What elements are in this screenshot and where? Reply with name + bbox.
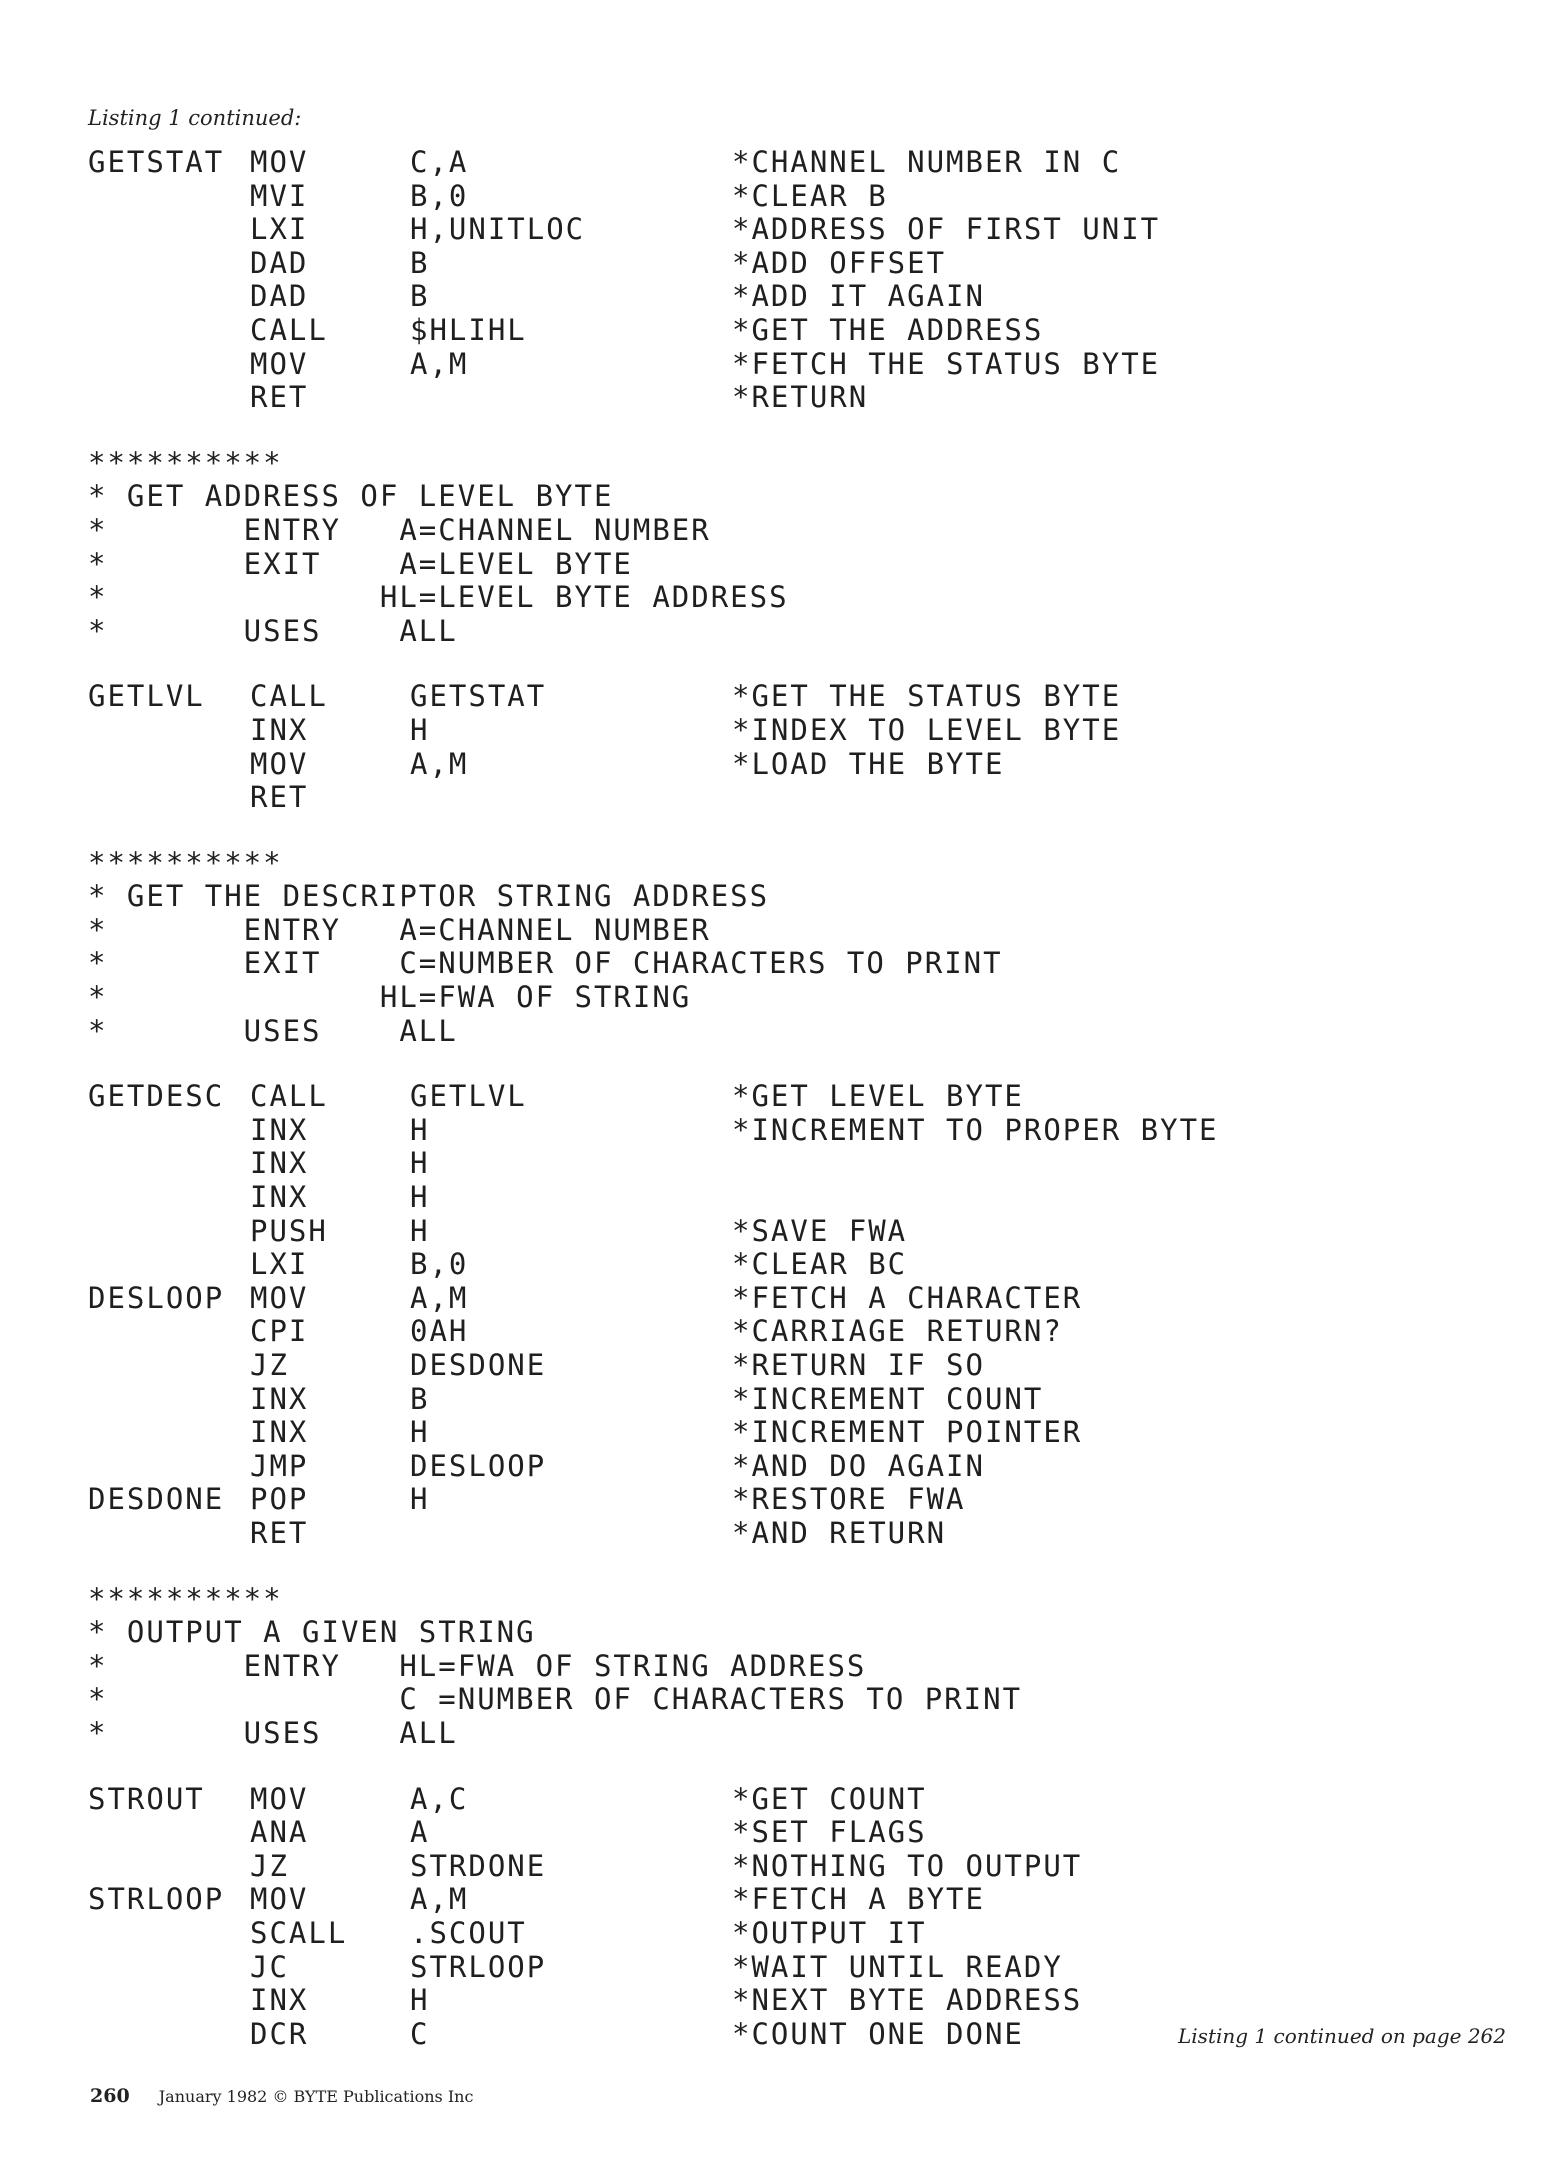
code-operand: 0AH — [410, 1314, 469, 1349]
code-comment: *GET THE ADDRESS — [732, 312, 1044, 347]
code-opcode: INX — [250, 1415, 309, 1450]
code-opcode: MOV — [250, 1882, 309, 1917]
code-operand: H — [410, 1482, 430, 1517]
code-label — [88, 781, 250, 815]
code-opcode: RET — [250, 380, 309, 415]
code-block — [88, 680, 1219, 814]
code-line — [88, 348, 1219, 382]
code-opcode: MOV — [250, 346, 309, 381]
code-comment: *RETURN IF SO — [732, 1348, 985, 1382]
code-comment: *SET FLAGS — [732, 1815, 927, 1850]
code-operand: A,C — [410, 1781, 469, 1816]
code-comment: *COUNT ONE DONE — [732, 2016, 1024, 2051]
code-comment: *GET LEVEL BYTE — [732, 1079, 1024, 1114]
code-comment: *CHANNEL NUMBER IN C — [732, 145, 1122, 179]
code-comment: *SAVE FWA — [732, 1213, 908, 1248]
code-opcode: JMP — [250, 1448, 309, 1483]
code-operand — [410, 381, 732, 415]
code-line — [88, 748, 1219, 782]
code-operand — [410, 1517, 732, 1551]
code-opcode: RET — [250, 780, 309, 815]
code-opcode: DAD — [250, 279, 309, 314]
code-operand: C,A — [410, 145, 469, 179]
code-line — [88, 381, 1219, 415]
code-line — [88, 714, 1219, 748]
code-line — [88, 781, 1219, 815]
code-comment: *ADD OFFSET — [732, 245, 947, 280]
code-line — [88, 680, 1219, 714]
code-label — [88, 1349, 250, 1383]
code-opcode: INX — [250, 1112, 309, 1147]
code-operand: GETSTAT — [410, 679, 547, 714]
code-label — [88, 748, 250, 782]
code-opcode: POP — [250, 1482, 309, 1517]
code-opcode: INX — [250, 1983, 309, 2018]
code-comment: *AND RETURN — [732, 1515, 947, 1550]
code-comment: *CARRIAGE RETURN? — [732, 1314, 1063, 1349]
code-comment: *CLEAR BC — [732, 1247, 908, 1282]
code-comment: *RETURN — [732, 380, 869, 415]
page-number: 260 — [90, 2085, 130, 2107]
code-opcode: RET — [250, 1515, 309, 1550]
code-line — [88, 1080, 1219, 1114]
code-opcode: JZ — [250, 1848, 289, 1883]
code-label — [88, 381, 250, 415]
code-line — [88, 1883, 1219, 1917]
code-comment: *FETCH A BYTE — [732, 1882, 985, 1917]
code-operand — [410, 781, 732, 815]
code-label — [88, 1816, 250, 1850]
code-opcode: MOV — [250, 1280, 309, 1315]
code-operand: H — [410, 1415, 430, 1450]
comment-line: ********** — [88, 845, 283, 880]
code-operand: .SCOUT — [410, 1915, 527, 1950]
code-line — [88, 1349, 1219, 1383]
code-comment: *ADD IT AGAIN — [732, 279, 985, 314]
code-label — [88, 348, 250, 382]
code-comment: *GET COUNT — [732, 1781, 927, 1816]
code-line — [88, 1383, 1219, 1417]
code-block — [88, 1080, 1219, 1550]
comment-line: * HL=FWA OF STRING — [88, 980, 692, 1015]
code-operand: B — [410, 1381, 430, 1416]
code-label: GETDESC — [88, 1079, 225, 1114]
code-label — [88, 280, 250, 314]
code-operand: GETLVL — [410, 1079, 527, 1114]
code-label — [88, 1114, 250, 1148]
code-line — [88, 1181, 1219, 1215]
code-line — [88, 1416, 1219, 1450]
code-line — [88, 1315, 1219, 1349]
code-operand: DESLOOP — [410, 1448, 547, 1483]
code-label: DESLOOP — [88, 1280, 225, 1315]
code-comment: *CLEAR B — [732, 178, 888, 213]
code-label: STRLOOP — [88, 1882, 225, 1917]
code-operand: A,M — [410, 1280, 469, 1315]
code-comment: *FETCH A CHARACTER — [732, 1280, 1083, 1315]
code-comment: *LOAD THE BYTE — [732, 746, 1005, 781]
code-opcode: MOV — [250, 145, 309, 179]
code-line — [88, 180, 1219, 214]
code-opcode: DAD — [250, 245, 309, 280]
code-line — [88, 1282, 1219, 1316]
code-comment: *AND DO AGAIN — [732, 1448, 985, 1483]
comment-line: * OUTPUT A GIVEN STRING — [88, 1615, 536, 1650]
code-opcode: SCALL — [250, 1915, 348, 1950]
code-comment: *FETCH THE STATUS BYTE — [732, 346, 1161, 381]
code-line — [88, 1951, 1219, 1985]
comment-line: * C =NUMBER OF CHARACTERS TO PRINT — [88, 1682, 1023, 1717]
code-line — [88, 213, 1219, 247]
code-label — [88, 1315, 250, 1349]
code-label: DESDONE — [88, 1482, 225, 1517]
code-opcode: INX — [250, 1146, 309, 1181]
code-block — [88, 146, 1219, 415]
continued-on-page-note: Listing 1 continued on page 262 — [1178, 2024, 1506, 2048]
code-comment: *INCREMENT TO PROPER BYTE — [732, 1112, 1219, 1147]
code-opcode: CALL — [250, 1079, 328, 1114]
footer-publication-text: January 1982 © BYTE Publications Inc — [158, 2087, 474, 2106]
code-label — [88, 1215, 250, 1249]
code-label — [88, 1984, 250, 2018]
code-comment: *ADDRESS OF FIRST UNIT — [732, 212, 1161, 247]
code-operand: B,0 — [410, 1247, 469, 1282]
comment-line: * USES ALL — [88, 613, 458, 648]
code-comment: *OUTPUT IT — [732, 1915, 927, 1950]
code-label — [88, 180, 250, 214]
code-label — [88, 1416, 250, 1450]
code-line — [88, 1147, 1219, 1181]
code-label — [88, 1181, 250, 1215]
code-comment: *INDEX TO LEVEL BYTE — [732, 712, 1122, 747]
comment-line: * HL=LEVEL BYTE ADDRESS — [88, 580, 789, 615]
code-line — [88, 1816, 1219, 1850]
code-line — [88, 2018, 1219, 2052]
code-label — [88, 1850, 250, 1884]
code-line — [88, 314, 1219, 348]
code-line — [88, 1215, 1219, 1249]
code-label — [88, 247, 250, 281]
code-comment: *GET THE STATUS BYTE — [732, 679, 1122, 714]
code-label — [88, 1917, 250, 1951]
code-line — [88, 247, 1219, 281]
comment-line: ********** — [88, 445, 283, 480]
code-label — [88, 1951, 250, 1985]
comment-line: * ENTRY HL=FWA OF STRING ADDRESS — [88, 1648, 867, 1683]
code-opcode: JC — [250, 1949, 289, 1984]
comment-line: * EXIT A=LEVEL BYTE — [88, 546, 633, 581]
code-operand: STRDONE — [410, 1848, 547, 1883]
code-operand: B — [410, 245, 430, 280]
code-label — [88, 213, 250, 247]
comment-block — [88, 447, 1219, 649]
comment-line: * EXIT C=NUMBER OF CHARACTERS TO PRINT — [88, 946, 1003, 981]
code-line — [88, 1850, 1219, 1884]
code-opcode: DCR — [250, 2016, 309, 2051]
code-opcode: MVI — [250, 178, 309, 213]
code-operand: A — [410, 1815, 430, 1850]
comment-line: * USES ALL — [88, 1715, 458, 1750]
code-opcode: LXI — [250, 212, 309, 247]
code-operand: H,UNITLOC — [410, 212, 586, 247]
code-label — [88, 314, 250, 348]
code-label: GETSTAT — [88, 145, 225, 179]
comment-line: * ENTRY A=CHANNEL NUMBER — [88, 912, 711, 947]
code-opcode: ANA — [250, 1815, 309, 1850]
code-label — [88, 714, 250, 748]
code-operand: A,M — [410, 746, 469, 781]
code-label — [88, 1248, 250, 1282]
code-line — [88, 280, 1219, 314]
code-operand: STRLOOP — [410, 1949, 547, 1984]
code-operand: C — [410, 2016, 430, 2051]
code-operand: A,M — [410, 346, 469, 381]
code-operand: H — [410, 1983, 430, 2018]
code-opcode: MOV — [250, 1781, 309, 1816]
code-comment: *INCREMENT POINTER — [732, 1415, 1083, 1450]
code-operand: H — [410, 1180, 430, 1215]
code-line — [88, 1517, 1219, 1551]
code-line — [88, 1917, 1219, 1951]
code-operand: A,M — [410, 1882, 469, 1917]
code-opcode: LXI — [250, 1247, 309, 1282]
code-operand: B — [410, 279, 430, 314]
code-line — [88, 1783, 1219, 1817]
code-operand: B,0 — [410, 178, 469, 213]
code-opcode: INX — [250, 1180, 309, 1215]
code-operand: $HLIHL — [410, 312, 527, 347]
code-label: STROUT — [88, 1781, 205, 1816]
assembly-listing — [88, 146, 1219, 2051]
code-line — [88, 1114, 1219, 1148]
comment-block — [88, 847, 1219, 1049]
code-line — [88, 146, 1219, 180]
code-operand: DESDONE — [410, 1348, 547, 1382]
code-opcode: JZ — [250, 1348, 289, 1382]
code-opcode: CPI — [250, 1314, 309, 1349]
comment-line: * GET THE DESCRIPTOR STRING ADDRESS — [88, 879, 770, 914]
code-comment: *WAIT UNTIL READY — [732, 1949, 1063, 1984]
code-block — [88, 1783, 1219, 2052]
code-operand: H — [410, 1146, 430, 1181]
code-operand: H — [410, 1213, 430, 1248]
comment-line: * USES ALL — [88, 1013, 458, 1048]
comment-line: * ENTRY A=CHANNEL NUMBER — [88, 512, 711, 547]
code-opcode: PUSH — [250, 1213, 328, 1248]
code-label: GETLVL — [88, 679, 205, 714]
page-footer — [90, 2085, 473, 2107]
code-comment: *NEXT BYTE ADDRESS — [732, 1983, 1083, 2018]
listing-continued-caption: Listing 1 continued: — [88, 106, 302, 130]
code-line — [88, 1450, 1219, 1484]
code-label — [88, 1147, 250, 1181]
comment-line: ********** — [88, 1581, 283, 1616]
code-opcode: INX — [250, 1381, 309, 1416]
code-comment: *NOTHING TO OUTPUT — [732, 1848, 1083, 1883]
code-line — [88, 1483, 1219, 1517]
comment-block — [88, 1583, 1219, 1751]
code-comment: *RESTORE FWA — [732, 1482, 966, 1517]
code-line — [88, 1248, 1219, 1282]
code-opcode: CALL — [250, 312, 328, 347]
comment-line: * GET ADDRESS OF LEVEL BYTE — [88, 479, 614, 514]
code-operand: H — [410, 712, 430, 747]
code-line — [88, 1984, 1219, 2018]
code-label — [88, 1383, 250, 1417]
code-label — [88, 2018, 250, 2052]
code-opcode: INX — [250, 712, 309, 747]
code-label — [88, 1517, 250, 1551]
code-comment: *INCREMENT COUNT — [732, 1381, 1044, 1416]
code-operand: H — [410, 1112, 430, 1147]
code-label — [88, 1450, 250, 1484]
code-opcode: CALL — [250, 679, 328, 714]
code-opcode: MOV — [250, 746, 309, 781]
